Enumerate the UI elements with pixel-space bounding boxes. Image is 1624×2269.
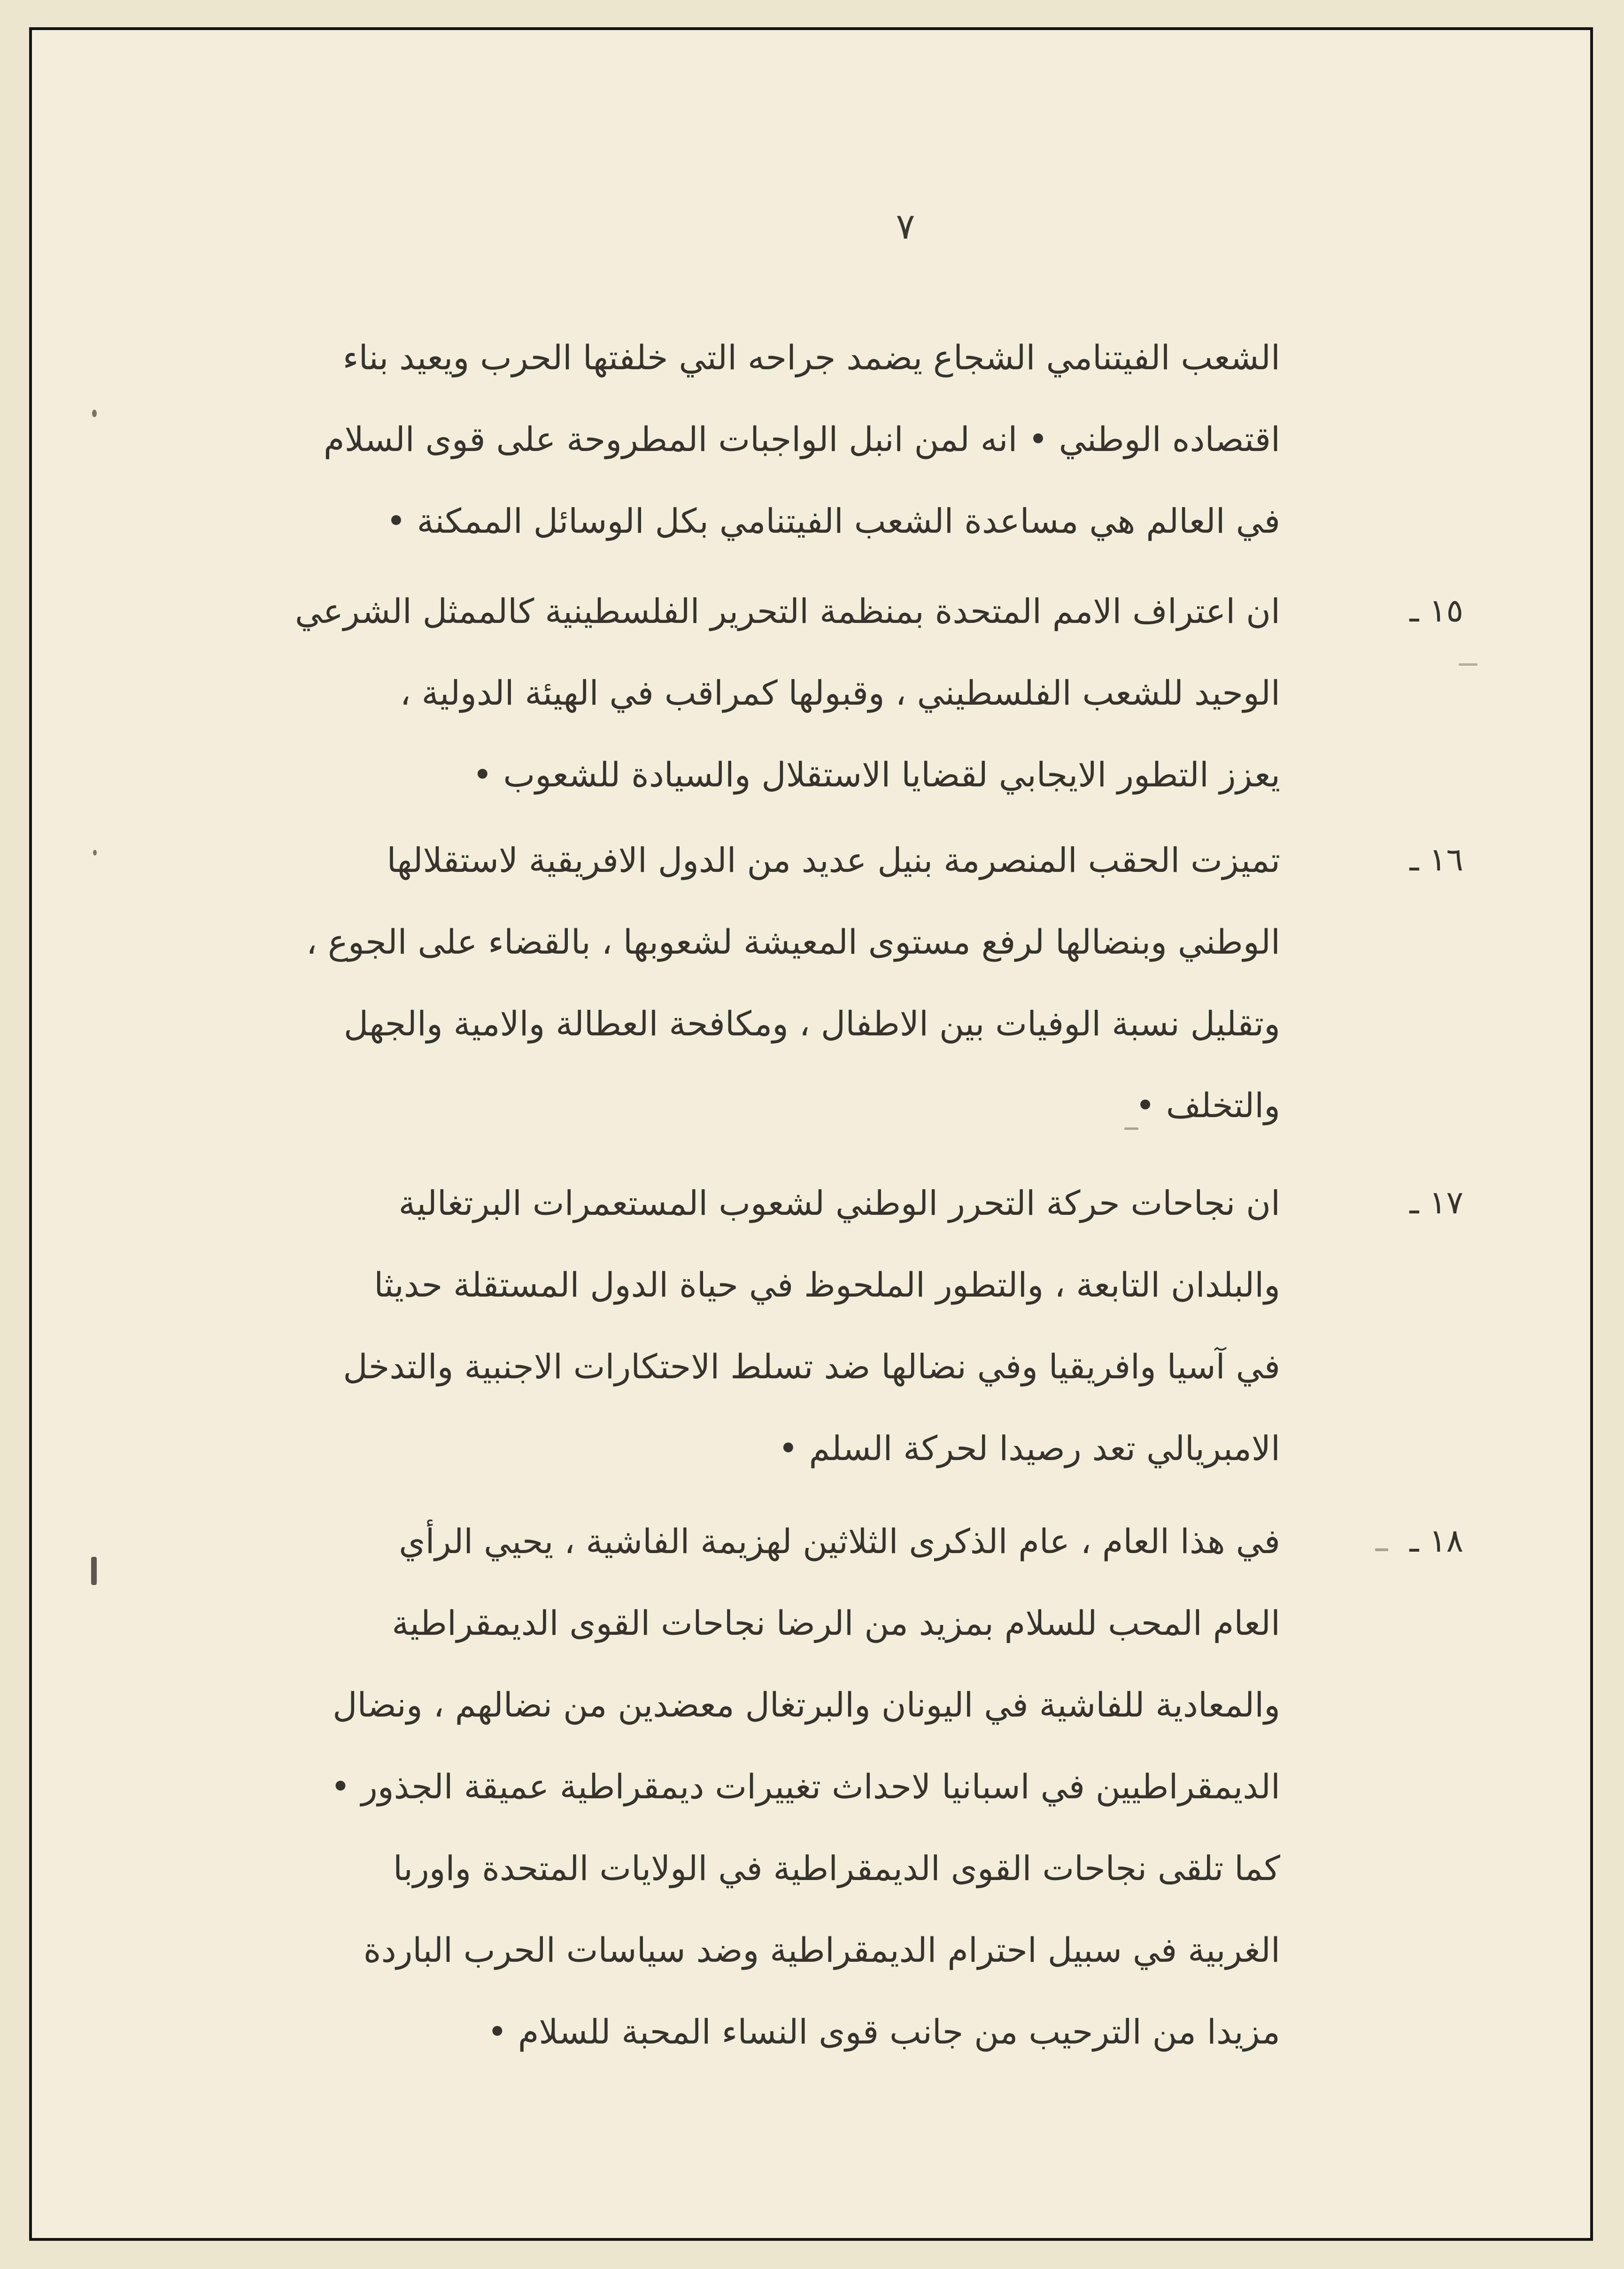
paragraph-18-number: ١٨ ـ [1409, 1523, 1463, 1560]
paragraph-line: والمعادية للفاشية في اليونان والبرتغال معضدين من نضالهم ، ونضال [333, 1685, 1280, 1725]
paper-speck [1459, 663, 1477, 666]
paragraph-line: الديمقراطيين في اسبانيا لاحداث تغييرات ديمقراطية عميقة الجذور • [330, 1767, 1280, 1806]
document-page [29, 27, 1593, 2241]
paragraph-line: الوطني وبنضالها لرفع مستوى المعيشة لشعوبها ، بالقضاء على الجوع ، [306, 922, 1280, 962]
paragraph-17-number: ١٧ ـ [1409, 1184, 1463, 1221]
paper-speck [92, 410, 97, 417]
paragraph-line: مزيدا من الترحيب من جانب قوى النساء المحبة للسلام • [487, 2012, 1280, 2051]
intro-paragraph [280, 317, 1280, 562]
paragraph-line: ان نجاحات حركة التحرر الوطني لشعوب المستعمرات البرتغالية [398, 1183, 1280, 1223]
paper-speck [91, 1557, 97, 1585]
paragraph-18 [280, 1500, 1280, 2073]
paragraph-16 [280, 819, 1280, 1146]
paragraph-16-number: ١٦ ـ [1409, 841, 1463, 878]
paragraph-line: الغربية في سبيل احترام الديمقراطية وضد سياسات الحرب الباردة [363, 1930, 1280, 1970]
paragraph-line: في هذا العام ، عام الذكرى الثلاثين لهزيمة الفاشية ، يحيي الرأي [399, 1522, 1280, 1561]
paragraph-line: الامبريالي تعد رصيدا لحركة السلم • [778, 1429, 1280, 1468]
page-number: ٧ [896, 205, 915, 247]
paragraph-line: وتقليل نسبة الوفيات بين الاطفال ، ومكافحة العطالة والامية والجهل [343, 1004, 1280, 1043]
paragraph-15-number: ١٥ ـ [1409, 592, 1463, 629]
paragraph-line: الشعب الفيتنامي الشجاع يضمد جراحه التي خلفتها الحرب ويعيد بناء [342, 338, 1280, 377]
paragraph-line: في آسيا وافريقيا وفي نضالها ضد تسلط الاحتكارات الاجنبية والتدخل [343, 1347, 1280, 1386]
paragraph-line: يعزز التطور الايجابي لقضايا الاستقلال والسيادة للشعوب • [472, 755, 1280, 794]
paragraph-line: كما تلقى نجاحات القوى الديمقراطية في الولايات المتحدة واوربا [393, 1849, 1280, 1888]
paragraph-line: والبلدان التابعة ، والتطور الملحوظ في حياة الدول المستقلة حديثا [374, 1265, 1280, 1305]
paper-speck [1375, 1548, 1388, 1551]
paragraph-line: في العالم هي مساعدة الشعب الفيتنامي بكل الوسائل الممكنة • [386, 501, 1280, 541]
paragraph-15 [280, 570, 1280, 816]
paragraph-line: ان اعتراف الامم المتحدة بمنظمة التحرير الفلسطينية كالممثل الشرعي [295, 591, 1280, 631]
paragraph-line: الوحيد للشعب الفلسطيني ، وقبولها كمراقب في الهيئة الدولية ، [400, 673, 1280, 713]
paragraph-line: العام المحب للسلام بمزيد من الرضا نجاحات القوى الديمقراطية [392, 1603, 1280, 1643]
paragraph-line: اقتصاده الوطني • انه لمن انبل الواجبات المطروحة على قوى السلام [324, 420, 1280, 459]
paper-speck [1124, 1127, 1138, 1130]
paragraph-line: والتخلف • [1135, 1086, 1280, 1125]
paragraph-17 [280, 1162, 1280, 1489]
paper-speck [93, 850, 97, 855]
paragraph-line: تميزت الحقب المنصرمة بنيل عديد من الدول الافريقية لاستقلالها [387, 840, 1280, 880]
